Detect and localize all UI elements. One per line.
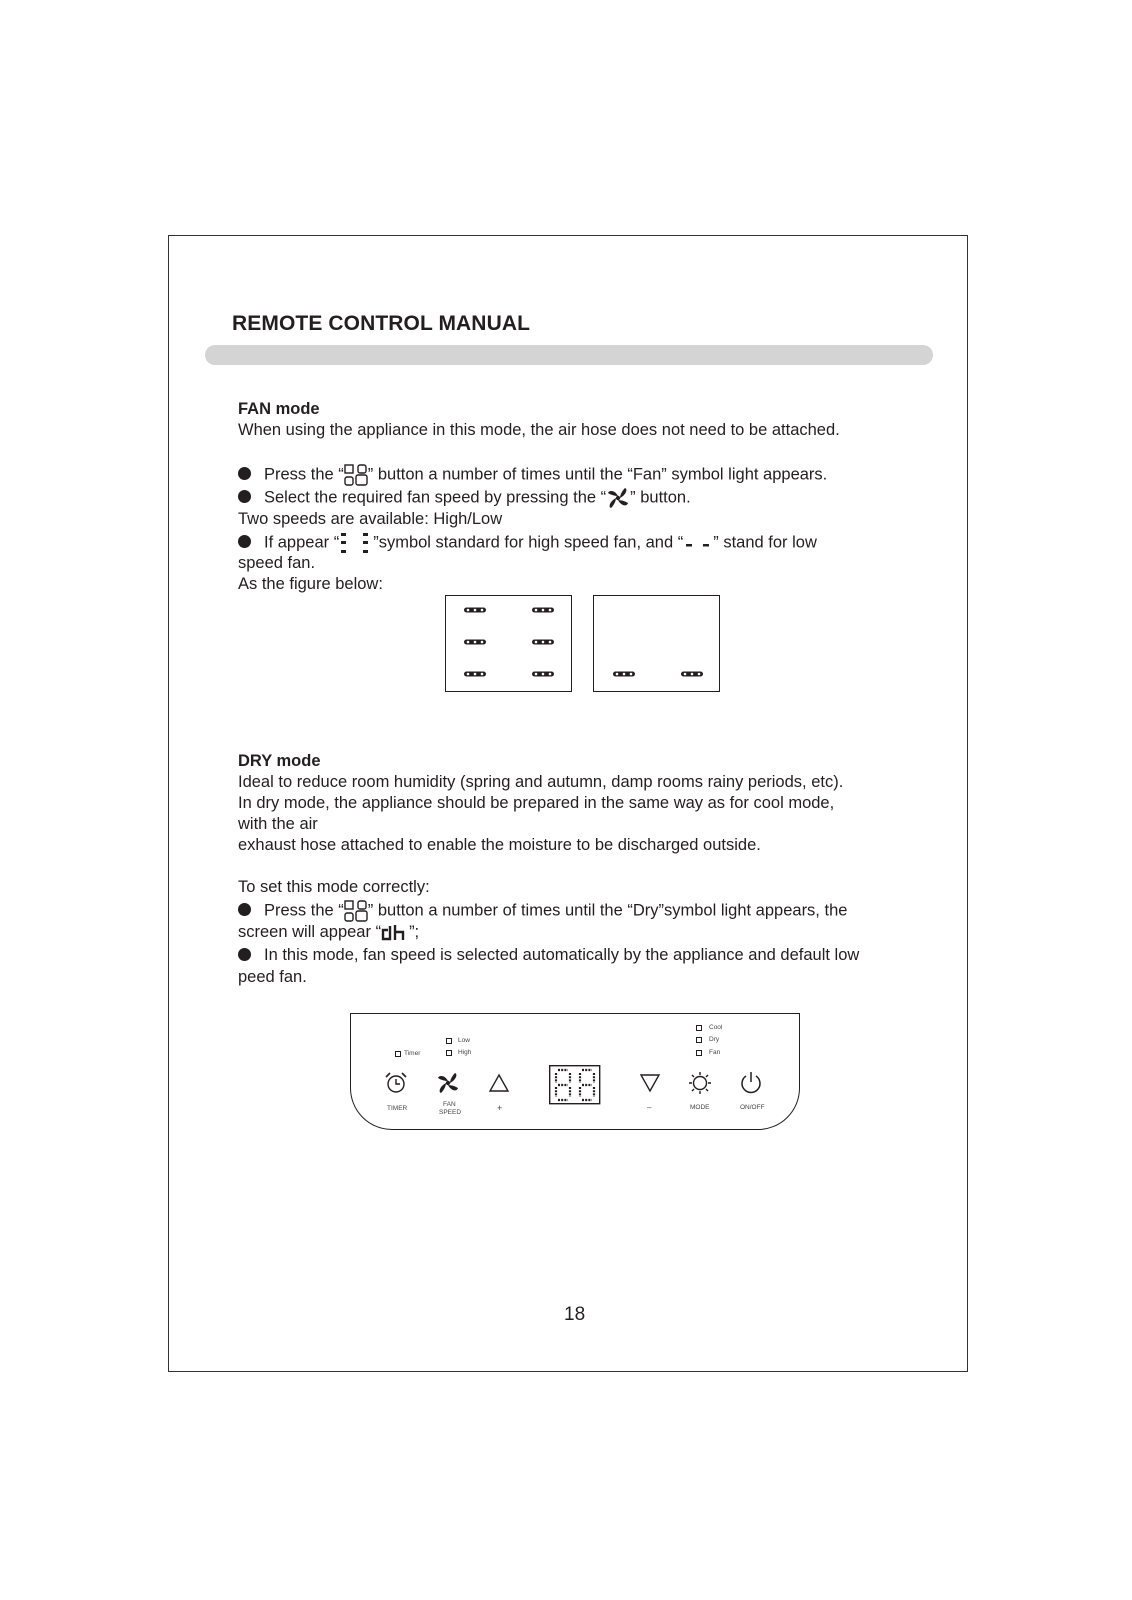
- dh-display-icon: [381, 924, 409, 942]
- fan-mode-intro: When using the appliance in this mode, the air hose does not need to be attached.: [238, 421, 840, 439]
- fan-icon: [606, 487, 630, 509]
- bullet-dot: [238, 948, 251, 961]
- figure-note: As the figure below:: [238, 575, 383, 593]
- segment: [464, 639, 486, 645]
- bullet-dot: [238, 903, 251, 916]
- cool-indicator-label: Cool: [709, 1024, 723, 1031]
- triangle-up-icon: [488, 1073, 510, 1093]
- bullet-dot: [238, 490, 251, 503]
- dry-bullet-mode-cont: screen will appear “ ”;: [238, 923, 420, 941]
- mode-button-label: MODE: [690, 1104, 710, 1111]
- fan-bullet-speed: Select the required fan speed by pressing the “ ” button.: [238, 487, 691, 509]
- segment: [532, 671, 554, 677]
- low-indicator-light: [446, 1038, 452, 1044]
- cool-indicator-light: [696, 1025, 702, 1031]
- triangle-down-icon: [639, 1073, 661, 1093]
- alarm-clock-icon: [384, 1071, 408, 1095]
- title-underline-bar: [205, 345, 933, 365]
- bullet-dot: [238, 467, 251, 480]
- fan-bullet-mode: Press the “ ” button a number of times until the “Fan” symbol light appears.: [238, 464, 827, 486]
- fan-mode-heading: FAN mode: [238, 400, 320, 418]
- dry-setup: To set this mode correctly:: [238, 878, 430, 896]
- page-title: REMOTE CONTROL MANUAL: [232, 312, 531, 335]
- fan-speeds-available: Two speeds are available: High/Low: [238, 510, 503, 528]
- fan-indicator-label: Fan: [709, 1049, 721, 1056]
- high-indicator-label: High: [458, 1049, 472, 1056]
- dry-bullet-mode: Press the “ ” button a number of times until the “Dry”symbol light appears, the: [238, 900, 847, 922]
- dry-bullet-fan: In this mode, fan speed is selected automatically by the appliance and default low: [238, 945, 859, 965]
- dry-line-4: exhaust hose attached to enable the moisture to be discharged outside.: [238, 836, 761, 854]
- high-indicator-light: [446, 1050, 452, 1056]
- segment-display: [549, 1065, 601, 1105]
- dry-indicator-label: Dry: [709, 1036, 720, 1043]
- high-speed-figure: [445, 595, 572, 692]
- dry-mode-heading: DRY mode: [238, 752, 321, 770]
- dry-indicator-light: [696, 1037, 702, 1043]
- segment: [532, 607, 554, 613]
- fan-speed-label-1: FAN: [443, 1101, 456, 1108]
- low-speed-segments-icon: [683, 532, 713, 554]
- fan-bullet-symbols-cont: speed fan.: [238, 554, 316, 572]
- low-speed-figure: [593, 595, 720, 692]
- plus-button-label: +: [497, 1103, 503, 1113]
- timer-indicator-light: [395, 1051, 401, 1057]
- timer-indicator-label: Timer: [404, 1050, 421, 1057]
- mode-squares-icon: [344, 900, 368, 922]
- control-panel-diagram: [350, 1013, 800, 1130]
- mode-squares-icon: [344, 464, 368, 486]
- minus-button-label: –: [647, 1103, 652, 1112]
- mode-sun-icon: [688, 1071, 712, 1095]
- timer-button-label: TIMER: [387, 1105, 408, 1112]
- segment: [613, 671, 635, 677]
- dry-line-3: with the air: [238, 815, 318, 833]
- segment: [464, 671, 486, 677]
- fan-bullet-symbols: If appear “ ”symbol standard for high speed fan, and “ ” stand for low: [238, 532, 817, 554]
- low-indicator-label: Low: [458, 1037, 470, 1044]
- page-number: 18: [564, 1304, 586, 1325]
- dry-line-1: Ideal to reduce room humidity (spring and autumn, damp rooms rainy periods, etc).: [238, 773, 844, 791]
- segment: [532, 639, 554, 645]
- bullet-dot: [238, 535, 251, 548]
- fan-indicator-light: [696, 1050, 702, 1056]
- segment: [681, 671, 703, 677]
- segment: [464, 607, 486, 613]
- power-icon: [739, 1071, 763, 1095]
- dry-line-2: In dry mode, the appliance should be prepared in the same way as for cool mode,: [238, 794, 835, 812]
- fan-icon: [436, 1071, 460, 1095]
- fan-speed-label-2: SPEED: [439, 1109, 462, 1116]
- high-speed-segments-icon: [339, 532, 373, 554]
- dry-bullet-fan-cont: peed fan.: [238, 968, 307, 986]
- power-button-label: ON/OFF: [740, 1104, 765, 1111]
